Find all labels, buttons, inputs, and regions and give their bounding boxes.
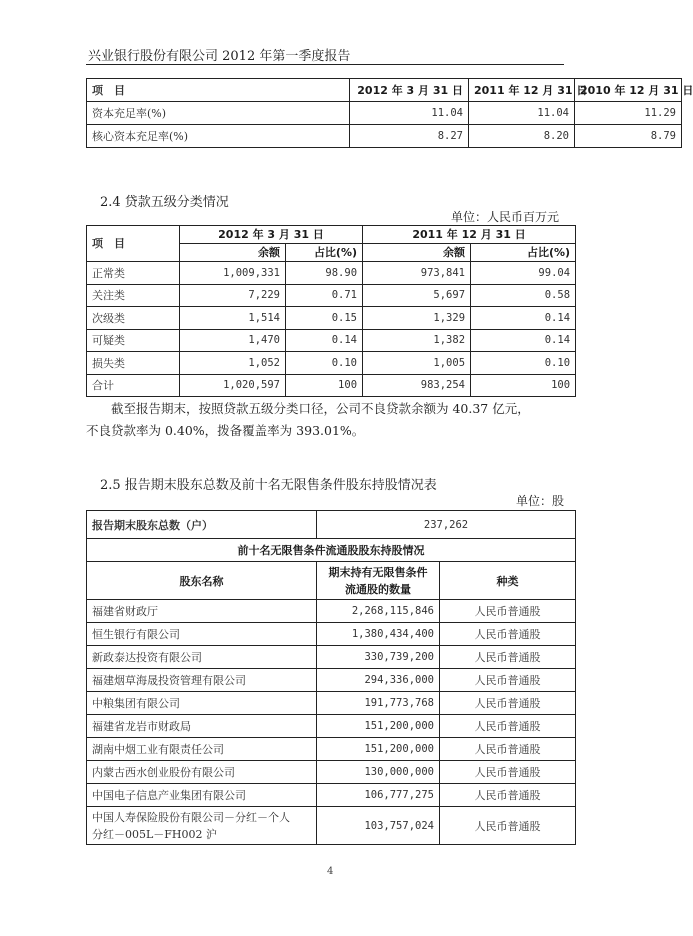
cell-value: 0.71 bbox=[286, 284, 363, 307]
table-subtitle-row bbox=[87, 539, 576, 562]
column-header: 项 目 bbox=[87, 79, 350, 102]
table-header-row bbox=[87, 226, 576, 244]
column-subheader: 占比(%) bbox=[471, 244, 576, 262]
column-header: 2011 年 12 月 31 日 bbox=[363, 226, 576, 244]
cell-value: 8.20 bbox=[469, 125, 575, 148]
table-row bbox=[87, 761, 576, 784]
row-label: 合计 bbox=[87, 374, 180, 397]
cell-value: 100 bbox=[286, 374, 363, 397]
cell-value: 1,382 bbox=[363, 329, 471, 352]
shareholder-total-row bbox=[87, 511, 576, 539]
cell-value: 1,470 bbox=[180, 329, 286, 352]
row-label: 正常类 bbox=[87, 262, 180, 285]
cell-value: 1,020,597 bbox=[180, 374, 286, 397]
column-header: 2010 年 12 月 31 日 bbox=[575, 79, 682, 102]
table-header-row bbox=[87, 562, 576, 600]
shareholder-name: 新政泰达投资有限公司 bbox=[87, 646, 317, 669]
share-count: 106,777,275 bbox=[317, 784, 440, 807]
share-count: 330,739,200 bbox=[317, 646, 440, 669]
cell-value: 0.14 bbox=[471, 307, 576, 330]
paragraph-line: 不良贷款率为 0.40%，拨备覆盖率为 393.01%。 bbox=[86, 423, 365, 438]
column-header bbox=[317, 562, 440, 600]
npl-paragraph bbox=[86, 398, 576, 442]
row-label: 关注类 bbox=[87, 284, 180, 307]
table-row bbox=[87, 284, 576, 307]
row-label: 次级类 bbox=[87, 307, 180, 330]
section-title-2-4: 2.4 贷款五级分类情况 bbox=[100, 195, 229, 210]
column-header: 2012 年 3 月 31 日 bbox=[180, 226, 363, 244]
table-row bbox=[87, 784, 576, 807]
table-row bbox=[87, 692, 576, 715]
total-shareholders-value: 237,262 bbox=[317, 511, 576, 539]
cell-value: 0.10 bbox=[471, 352, 576, 375]
cell-value: 98.90 bbox=[286, 262, 363, 285]
share-count: 103,757,024 bbox=[317, 807, 440, 845]
share-type: 人民币普通股 bbox=[440, 600, 576, 623]
share-type: 人民币普通股 bbox=[440, 623, 576, 646]
table-header-row bbox=[87, 79, 682, 102]
column-subheader: 余额 bbox=[363, 244, 471, 262]
page-number: 4 bbox=[327, 866, 334, 877]
shareholder-name bbox=[87, 807, 317, 845]
table-row bbox=[87, 646, 576, 669]
share-type: 人民币普通股 bbox=[440, 807, 576, 845]
row-label: 资本充足率(%) bbox=[87, 102, 350, 125]
table-row bbox=[87, 807, 576, 845]
cell-value: 0.14 bbox=[286, 329, 363, 352]
cell-value: 100 bbox=[471, 374, 576, 397]
cell-value: 5,697 bbox=[363, 284, 471, 307]
cell-value: 1,009,331 bbox=[180, 262, 286, 285]
cell-value: 0.15 bbox=[286, 307, 363, 330]
share-count: 151,200,000 bbox=[317, 738, 440, 761]
cell-value: 1,005 bbox=[363, 352, 471, 375]
cell-value: 1,514 bbox=[180, 307, 286, 330]
share-type: 人民币普通股 bbox=[440, 738, 576, 761]
cell-value: 983,254 bbox=[363, 374, 471, 397]
report-header-title: 兴业银行股份有限公司 2012 年第一季度报告 bbox=[88, 49, 351, 64]
shareholder-name: 福建省龙岩市财政局 bbox=[87, 715, 317, 738]
loan-classification-table bbox=[86, 225, 576, 397]
shareholder-name: 中粮集团有限公司 bbox=[87, 692, 317, 715]
table-row bbox=[87, 102, 682, 125]
shareholder-name: 湖南中烟工业有限责任公司 bbox=[87, 738, 317, 761]
table-subtitle: 前十名无限售条件流通股股东持股情况 bbox=[87, 539, 576, 562]
table-row bbox=[87, 600, 576, 623]
share-type: 人民币普通股 bbox=[440, 715, 576, 738]
column-subheader: 余额 bbox=[180, 244, 286, 262]
cell-value: 0.14 bbox=[471, 329, 576, 352]
shareholder-name: 中国电子信息产业集团有限公司 bbox=[87, 784, 317, 807]
cell-value: 973,841 bbox=[363, 262, 471, 285]
cell-value: 8.27 bbox=[350, 125, 469, 148]
share-count: 294,336,000 bbox=[317, 669, 440, 692]
share-count: 2,268,115,846 bbox=[317, 600, 440, 623]
share-type: 人民币普通股 bbox=[440, 669, 576, 692]
column-header: 股东名称 bbox=[87, 562, 317, 600]
cell-value: 0.10 bbox=[286, 352, 363, 375]
shareholders-table bbox=[86, 510, 576, 845]
table-row bbox=[87, 125, 682, 148]
shareholder-name: 福建烟草海晟投资管理有限公司 bbox=[87, 669, 317, 692]
shareholder-name-line: 中国人寿保险股份有限公司－分红－个人 bbox=[92, 810, 290, 824]
cell-value: 0.58 bbox=[471, 284, 576, 307]
cell-value: 11.04 bbox=[350, 102, 469, 125]
column-header: 2011 年 12 月 31 日 bbox=[469, 79, 575, 102]
cell-value: 1,052 bbox=[180, 352, 286, 375]
column-header-line: 期末持有无限售条件 bbox=[328, 565, 428, 579]
table-row bbox=[87, 715, 576, 738]
share-count: 191,773,768 bbox=[317, 692, 440, 715]
total-shareholders-label: 报告期末股东总数（户） bbox=[87, 511, 317, 539]
shareholder-name: 恒生银行有限公司 bbox=[87, 623, 317, 646]
column-header: 2012 年 3 月 31 日 bbox=[350, 79, 469, 102]
column-header: 项 目 bbox=[87, 226, 180, 262]
header-divider bbox=[86, 64, 564, 65]
share-type: 人民币普通股 bbox=[440, 761, 576, 784]
cell-value: 8.79 bbox=[575, 125, 682, 148]
share-count: 1,380,434,400 bbox=[317, 623, 440, 646]
share-type: 人民币普通股 bbox=[440, 784, 576, 807]
table-row bbox=[87, 307, 576, 330]
section-title-2-5: 2.5 报告期末股东总数及前十名无限售条件股东持股情况表 bbox=[100, 478, 437, 493]
cell-value: 11.29 bbox=[575, 102, 682, 125]
share-type: 人民币普通股 bbox=[440, 692, 576, 715]
column-subheader: 占比(%) bbox=[286, 244, 363, 262]
table-row bbox=[87, 623, 576, 646]
row-label: 核心资本充足率(%) bbox=[87, 125, 350, 148]
share-count: 130,000,000 bbox=[317, 761, 440, 784]
table-row bbox=[87, 738, 576, 761]
cell-value: 1,329 bbox=[363, 307, 471, 330]
column-header-line: 流通股的数量 bbox=[345, 582, 411, 596]
table-total-row bbox=[87, 374, 576, 397]
table-row bbox=[87, 262, 576, 285]
shareholder-name-line: 分红－005L－FH002 沪 bbox=[92, 827, 218, 841]
table-row bbox=[87, 669, 576, 692]
cell-value: 7,229 bbox=[180, 284, 286, 307]
table-row bbox=[87, 329, 576, 352]
column-header: 种类 bbox=[440, 562, 576, 600]
table-row bbox=[87, 352, 576, 375]
share-count: 151,200,000 bbox=[317, 715, 440, 738]
row-label: 损失类 bbox=[87, 352, 180, 375]
row-label: 可疑类 bbox=[87, 329, 180, 352]
unit-label: 单位：股 bbox=[515, 494, 564, 508]
shareholder-name: 福建省财政厅 bbox=[87, 600, 317, 623]
unit-label: 单位：人民币百万元 bbox=[450, 210, 559, 224]
paragraph-line: 截至报告期末，按照贷款五级分类口径，公司不良贷款余额为 40.37 亿元， bbox=[111, 401, 530, 416]
capital-adequacy-table bbox=[86, 78, 693, 148]
shareholder-name: 内蒙古西水创业股份有限公司 bbox=[87, 761, 317, 784]
cell-value: 11.04 bbox=[469, 102, 575, 125]
cell-value: 99.04 bbox=[471, 262, 576, 285]
share-type: 人民币普通股 bbox=[440, 646, 576, 669]
